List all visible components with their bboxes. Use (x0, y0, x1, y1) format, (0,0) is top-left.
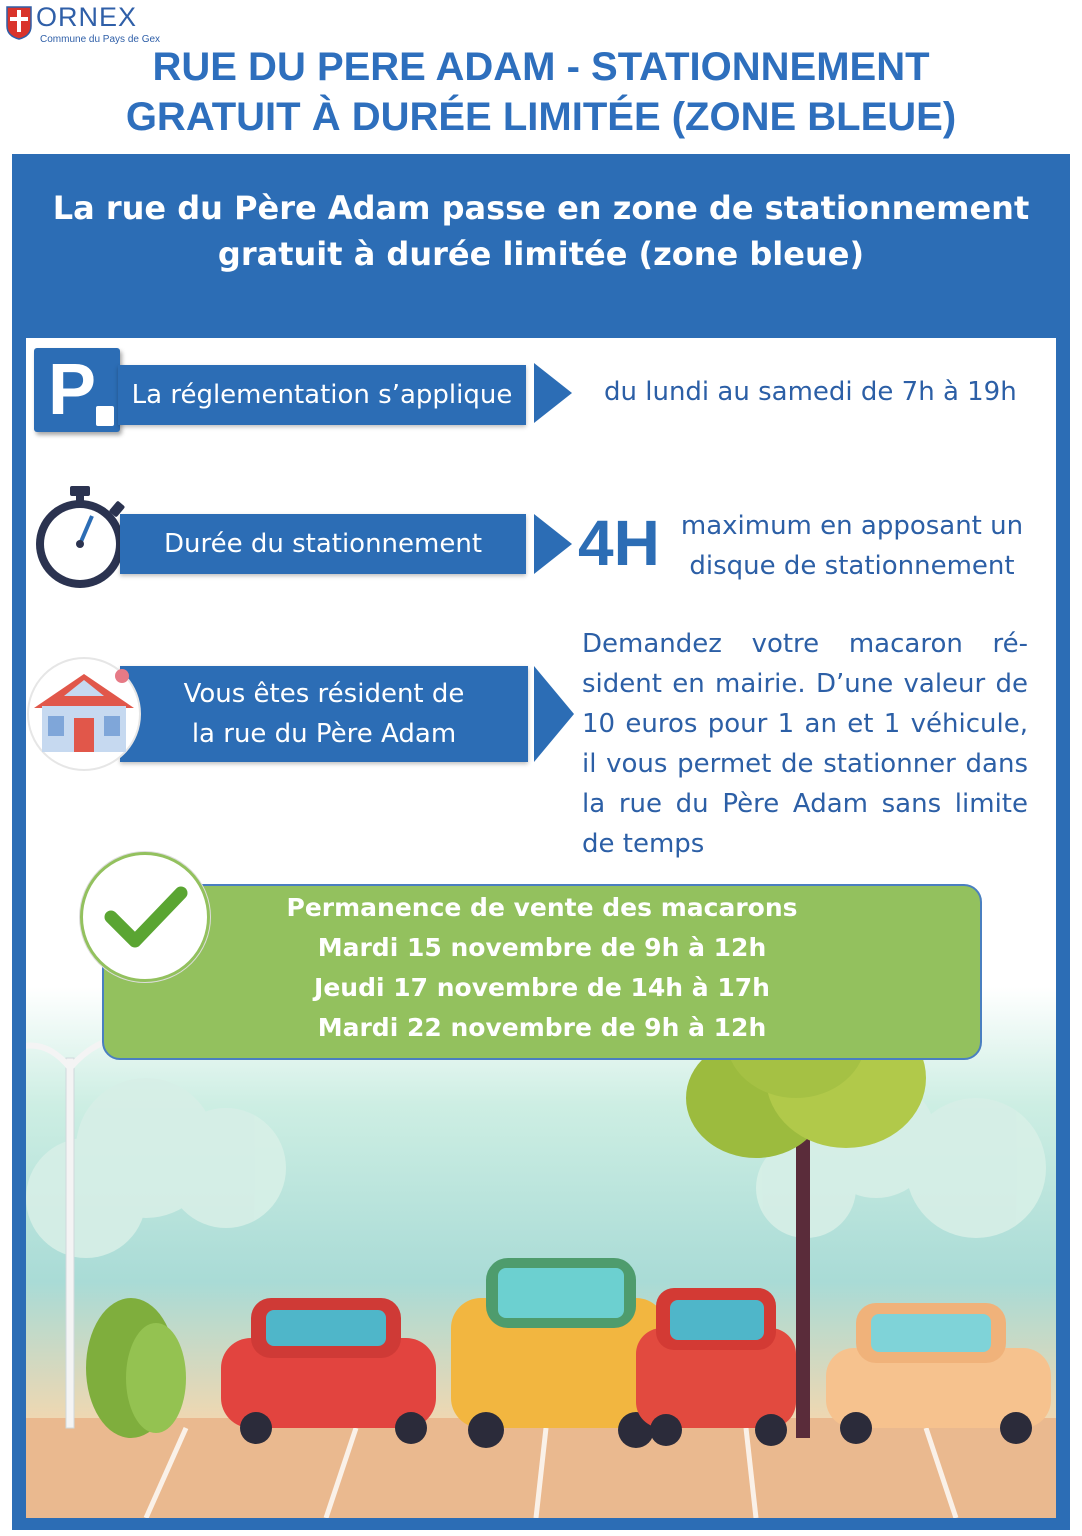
row-text-schedule: du lundi au samedi de 7h à 19h (604, 377, 1017, 407)
parking-icon: P (34, 348, 120, 432)
sales-date: Jeudi 17 novembre de 14h à 17h (314, 973, 770, 1002)
sales-heading: Permanence de vente des macarons (286, 893, 798, 922)
logo-name: ORNEX (36, 2, 138, 32)
row-label-resident-line1: Vous êtes résident de (183, 679, 465, 709)
page-title-line1: RUE DU PERE ADAM - STATIONNEMENT (152, 45, 930, 89)
resident-text-line: 10 euros pour 1 an et 1 véhicule, (582, 709, 1028, 739)
row-label-resident (120, 666, 528, 762)
resident-text-line: Demandez votre macaron ré- (582, 629, 1028, 659)
checkmark-icon (83, 855, 207, 979)
banner (12, 185, 1070, 277)
resident-text-line: sident en mairie. D’une valeur de (582, 669, 1028, 699)
row-text-duration (672, 506, 1032, 586)
parking-disc-icon (96, 406, 114, 426)
logo (6, 4, 166, 46)
resident-text-line: la rue du Père Adam sans limite (582, 789, 1028, 819)
sales-date: Mardi 15 novembre de 9h à 12h (317, 933, 767, 962)
row-label-regulation: La réglementation s’applique (118, 365, 526, 425)
arrow-right-icon (534, 666, 574, 762)
resident-text-line: de temps (582, 829, 705, 859)
resident-text-line: il vous permet de stationner dans (582, 749, 1028, 779)
duration-highlight: 4H (578, 507, 660, 579)
stopwatch-icon (30, 486, 130, 590)
row-text-duration-line2: disque de stationnement (689, 551, 1015, 581)
sales-date: Mardi 22 novembre de 9h à 12h (317, 1013, 767, 1042)
banner-line1: La rue du Père Adam passe en zone de stationnement (52, 189, 1030, 227)
row-text-duration-line1: maximum en apposant un (680, 511, 1024, 541)
row-label-resident-line2: la rue du Père Adam (191, 719, 457, 749)
page-title-line2: GRATUIT À DURÉE LIMITÉE (ZONE BLEUE) (125, 95, 957, 139)
row-text-resident (582, 624, 1028, 864)
house-icon (26, 656, 142, 772)
coat-of-arms-icon (6, 6, 32, 40)
row-label-duration: Durée du stationnement (120, 514, 526, 574)
page-title (0, 42, 1082, 142)
car-red-right (636, 1288, 796, 1446)
arrow-right-icon (534, 514, 572, 574)
logo-subtitle: Commune du Pays de Gex (40, 34, 161, 45)
check-badge (80, 852, 210, 982)
arrow-right-icon (534, 363, 572, 423)
banner-line2: gratuit à durée limitée (zone bleue) (217, 235, 865, 273)
sales-schedule-box (102, 884, 982, 1060)
